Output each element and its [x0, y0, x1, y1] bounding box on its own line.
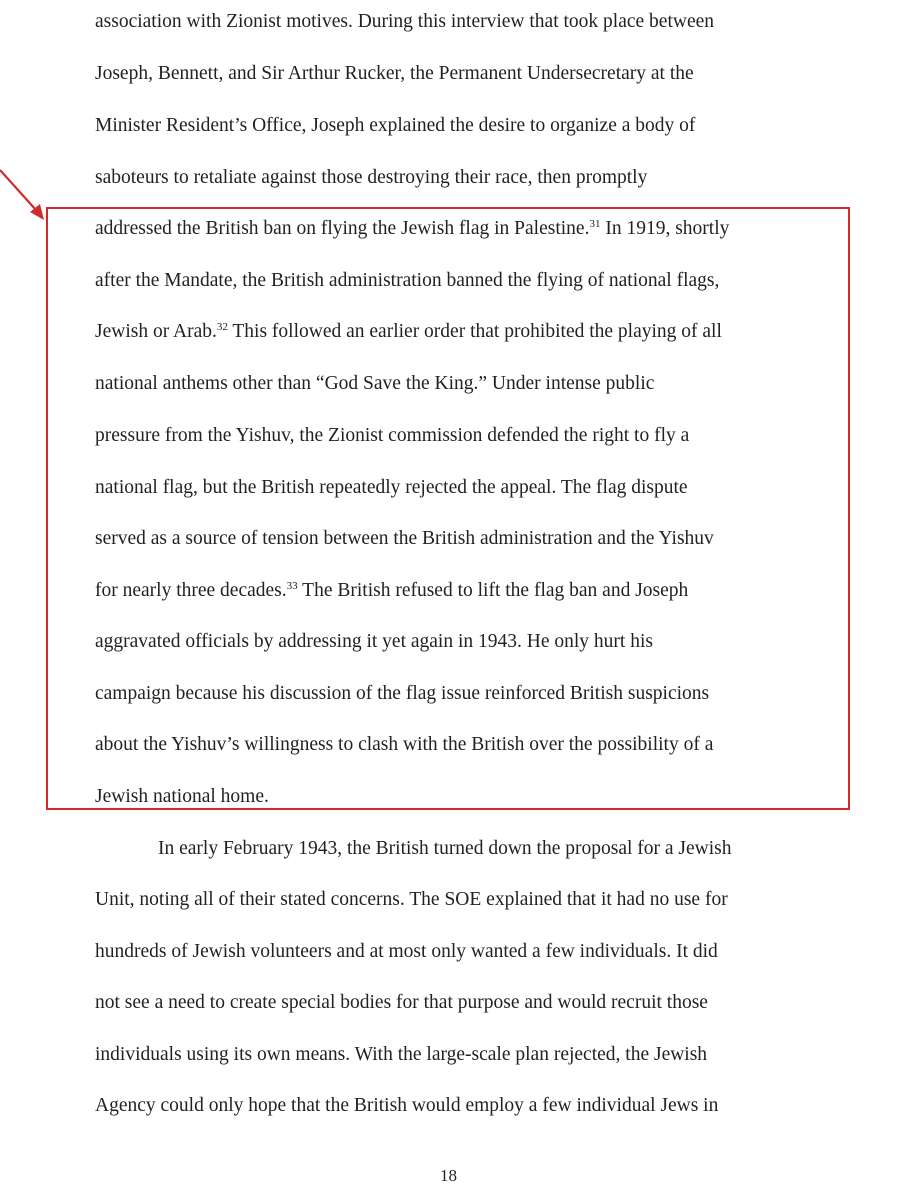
text-line: In early February 1943, the British turned down the proposal for a Jewish — [158, 838, 732, 859]
text-line: after the Mandate, the British administration banned the flying of national flags, — [95, 270, 720, 291]
text-line: hundreds of Jewish volunteers and at most only wanted a few individuals. It did — [95, 941, 718, 962]
text-line: Minister Resident’s Office, Joseph explained the desire to organize a body of — [95, 115, 696, 136]
text-line: campaign because his discussion of the flag issue reinforced British suspicions — [95, 683, 710, 704]
text-segment: In 1919, shortly — [600, 218, 730, 239]
text-line: about the Yishuv’s willingness to clash with the British over the possibility of a — [95, 734, 714, 755]
text-line: saboteurs to retaliate against those destroying their race, then promptly — [95, 167, 648, 188]
text-line: national anthems other than “God Save the King.” Under intense public — [95, 373, 655, 394]
text-line: pressure from the Yishuv, the Zionist commission defended the right to fly a — [95, 425, 690, 446]
text-line: Agency could only hope that the British would employ a few individual Jews in — [95, 1095, 719, 1116]
text-line: Jewish national home. — [95, 786, 269, 807]
text-line: Unit, noting all of their stated concerns. The SOE explained that it had no use for — [95, 889, 728, 910]
footnote-ref-31[interactable]: 31 — [589, 218, 601, 230]
text-line: aggravated officials by addressing it yet again in 1943. He only hurt his — [95, 631, 653, 652]
text-line: individuals using its own means. With the large-scale plan rejected, the Jewish — [95, 1044, 708, 1065]
text-segment: Jewish or Arab. — [95, 321, 217, 342]
text-segment: This followed an earlier order that prohibited the playing of all — [227, 321, 722, 342]
text-segment: for nearly three decades. — [95, 580, 287, 601]
text-segment: The British refused to lift the flag ban and Joseph — [297, 580, 689, 601]
text-line: association with Zionist motives. During this interview that took place between — [95, 11, 715, 32]
footnote-ref-32[interactable]: 32 — [216, 321, 228, 333]
text-line: Joseph, Bennett, and Sir Arthur Rucker, the Permanent Undersecretary at the — [95, 63, 694, 84]
text-line: served as a source of tension between the British administration and the Yishuv — [95, 528, 714, 549]
highlight-box — [46, 207, 850, 810]
footnote-ref-33[interactable]: 33 — [286, 580, 298, 592]
text-line — [95, 320, 722, 344]
page-number: 18 — [440, 1166, 457, 1185]
text-line — [95, 579, 688, 603]
text-line: national flag, but the British repeatedly rejected the appeal. The flag dispute — [95, 477, 688, 498]
text-line — [95, 217, 729, 241]
text-line: not see a need to create special bodies for that purpose and would recruit those — [95, 992, 708, 1013]
text-segment: addressed the British ban on flying the Jewish flag in Palestine. — [95, 218, 590, 239]
